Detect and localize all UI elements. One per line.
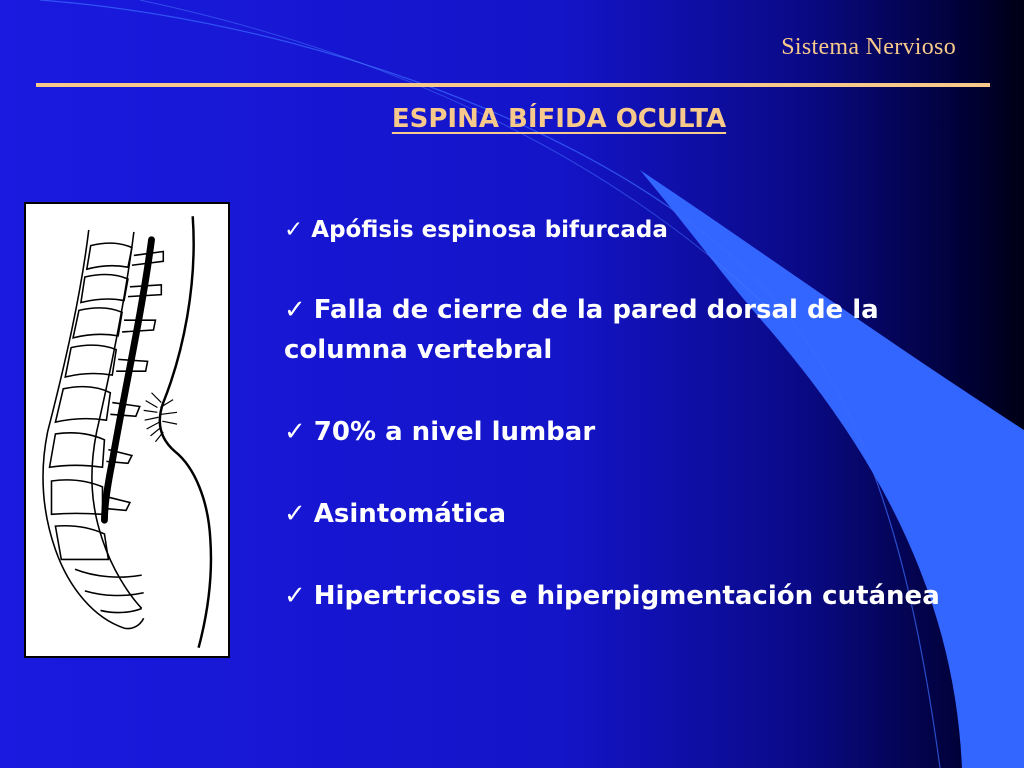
bullet-text: Apófisis espinosa bifurcada xyxy=(311,217,668,243)
spine-illustration xyxy=(24,202,230,658)
bullet-list xyxy=(284,210,944,658)
bullet-item xyxy=(284,494,944,534)
checkmark-icon: ✓ xyxy=(284,499,306,529)
checkmark-icon: ✓ xyxy=(284,417,306,447)
bullet-text: Falla de cierre de la pared dorsal de la columna vertebral xyxy=(284,295,879,365)
bullet-text: Hipertricosis e hiperpigmentación cutánea xyxy=(313,581,940,611)
bullet-item xyxy=(284,290,944,370)
slide-title: ESPINA BÍFIDA OCULTA xyxy=(391,104,727,134)
header-divider xyxy=(36,83,990,87)
spine-drawing xyxy=(26,204,228,656)
bullet-text: Asintomática xyxy=(313,499,507,529)
checkmark-icon: ✓ xyxy=(284,217,304,243)
checkmark-icon: ✓ xyxy=(284,581,306,611)
bullet-item xyxy=(284,210,944,250)
section-title: Sistema Nervioso xyxy=(781,34,956,60)
bullet-item xyxy=(284,576,944,616)
bullet-item xyxy=(284,412,944,452)
bullet-text: 70% a nivel lumbar xyxy=(313,417,596,447)
checkmark-icon: ✓ xyxy=(284,295,306,325)
